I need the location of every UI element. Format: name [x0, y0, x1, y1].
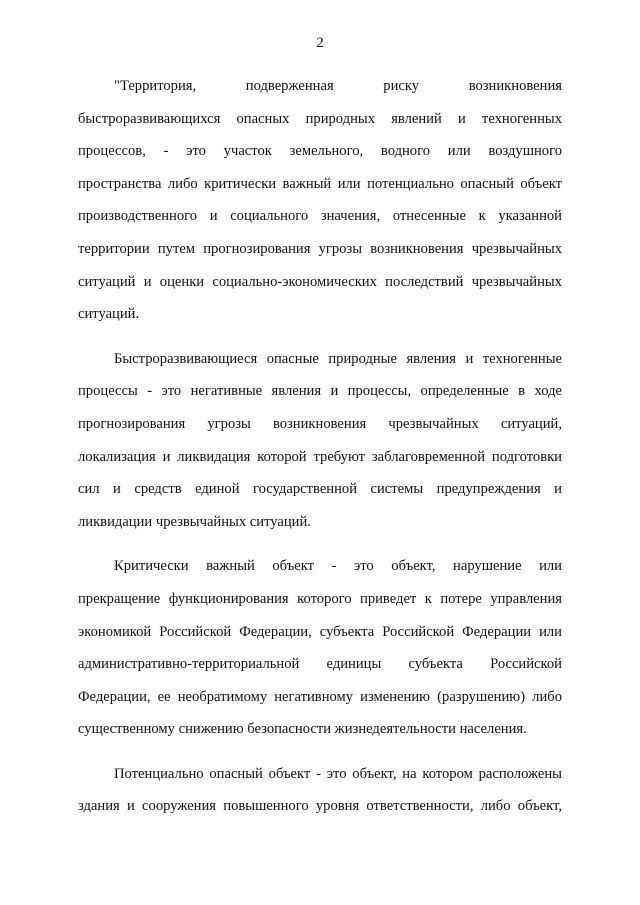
paragraph-hazardous-object: [78, 758, 562, 823]
text-line: процессов, - это участок земельного, водного или воздушного: [78, 143, 562, 160]
document-body: [78, 70, 562, 823]
text-line: территории путем прогнозирования угрозы возникновения чрезвычайных: [78, 240, 562, 257]
text-line: административно-территориальной единицы субъекта Российской: [78, 656, 562, 673]
text-line: прогнозирования угрозы возникновения чрезвычайных ситуаций,: [78, 415, 562, 432]
text-line: локализация и ликвидация которой требуют заблаговременной подготовки: [78, 448, 562, 465]
text-line: Потенциально опасный объект - это объект, на котором расположены: [114, 765, 562, 782]
text-line: "Территория, подверженная риску возникновения: [114, 78, 562, 94]
text-line: здания и сооружения повышенного уровня ответственности, либо объект,: [78, 798, 562, 815]
paragraph-territory-definition: [78, 70, 562, 331]
text-line: существенному снижению безопасности жизнедеятельности населения.: [78, 721, 527, 738]
text-line: быстроразвивающихся опасных природных явлений и техногенных: [78, 110, 562, 127]
paragraph-gap: [78, 331, 562, 343]
text-line: сил и средств единой государственной системы предупреждения и: [78, 481, 562, 498]
text-line: ситуаций.: [78, 306, 140, 323]
text-line: пространства либо критически важный или потенциально опасный объект: [78, 175, 562, 192]
text-line: Быстроразвивающиеся опасные природные явления и техногенные: [114, 350, 562, 367]
text-line: Критически важный объект - это объект, нарушение или: [114, 558, 562, 575]
paragraph-gap: [78, 746, 562, 758]
text-line: ликвидации чрезвычайных ситуаций.: [78, 513, 311, 530]
text-line: Федерации, ее необратимому негативному изменению (разрушению) либо: [78, 688, 562, 705]
text-line: прекращение функционирования которого приведет к потере управления: [78, 590, 562, 607]
paragraph-critical-object: [78, 550, 562, 746]
text-line: производственного и социального значения, отнесенные к указанной: [78, 208, 562, 225]
paragraph-fast-developing-phenomena: [78, 343, 562, 539]
text-line: процессы - это негативные явления и процессы, определенные в ходе: [78, 383, 562, 400]
page-number: 2: [316, 35, 324, 51]
text-line: ситуаций и оценки социально-экономических последствий чрезвычайных: [78, 273, 562, 290]
text-line: экономикой Российской Федерации, субъекта Российской Федерации или: [78, 623, 562, 640]
paragraph-gap: [78, 538, 562, 550]
